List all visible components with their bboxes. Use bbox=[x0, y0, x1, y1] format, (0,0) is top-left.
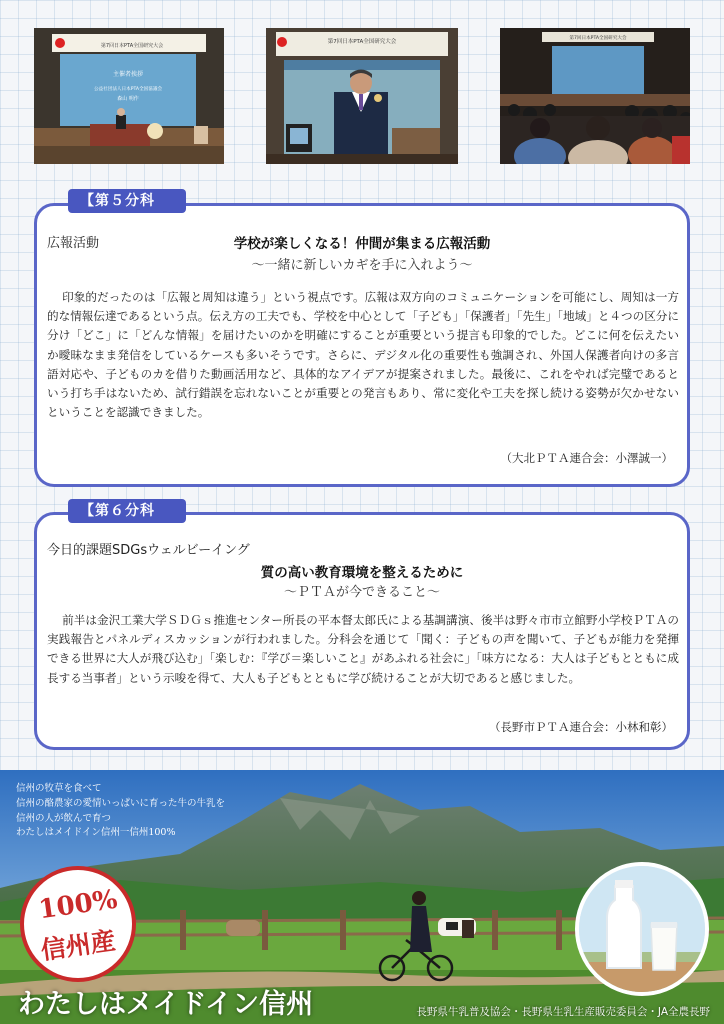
screen-name: 森山 明作 bbox=[117, 96, 139, 102]
banner-text: 第7回日本PTA全国研究大会 bbox=[100, 43, 164, 49]
milk-bottle-photo bbox=[575, 862, 709, 996]
ad-copy bbox=[16, 782, 225, 841]
ad-copy-line: わたしはメイドイン信州一信州100% bbox=[16, 827, 176, 839]
banner-text: 第7回日本PTA全国研究大会 bbox=[327, 39, 397, 45]
shinshu-100-stamp bbox=[20, 866, 136, 982]
stamp-100-text: 100% bbox=[36, 884, 120, 926]
ad-slogan: わたしはメイドイン信州 bbox=[18, 989, 314, 1020]
ad-copy-line: 信州の牧草を食べて bbox=[16, 783, 102, 794]
session5-body: 印象的だったのは「広報と周知は違う」という視点です。広報は双方向のコミュニケーションを可能にし、周知は一方的な情報伝達であるという点。伝え方の工夫でも、学校を中心として「子ども」「保護者」「先生」「地域」と４つの区分に分け「どこ」に「どんな情報」を届けたいのかを明確にすることが重要という提言も印象的でした。どこに何を伝えたいか曖昧なまま発信をしているケースも多いそうです。さらに、デジタル化の重要性も強調され、外国人保護者向けの多言語対応や、子どものカを借りた動画活用など、具体的なアイデアが提案されました。最後に、これをやれば完璧であるという打ち手はないため、試行錯誤を忘れないことが重要との発言もあり、常に変化や工夫を探し続ける姿勢が欠かせないということを認識できました。 bbox=[47, 290, 679, 420]
session5-theme: 広報活動 bbox=[47, 236, 100, 251]
screen-title: 主催者挨拶 bbox=[112, 71, 144, 78]
session6-box bbox=[34, 512, 690, 750]
photo-speaker-on-screen bbox=[266, 28, 458, 164]
session6-subtitle: ～ＰＴＡが今できること～ bbox=[283, 585, 440, 600]
photo-opening-address bbox=[34, 28, 224, 164]
session6-tag: 【第６分科会】 bbox=[68, 499, 186, 523]
session6-title: 質の高い教育環境を整えるために bbox=[260, 565, 464, 581]
banner-text: 第7回日本PTA全国研究大会 bbox=[569, 36, 627, 41]
stamp-name-text: 信州産 bbox=[39, 925, 118, 966]
session6-theme: 今日的課題SDGsウェルビーイング bbox=[47, 543, 250, 558]
session6-author: （長野市ＰＴＡ連合会：小林和彰） bbox=[489, 720, 673, 734]
ad-copy-line: 信州の人が飲んで育つ bbox=[16, 812, 112, 824]
session5-tag: 【第５分科会】 bbox=[68, 189, 186, 213]
session5-author: （大北ＰＴＡ連合会：小澤誠一） bbox=[500, 451, 673, 465]
session5-subtitle: ～一緒に新しいカギを手に入れよう～ bbox=[251, 258, 473, 273]
session5-title: 学校が楽しくなる！仲間が集まる広報活動 bbox=[233, 236, 491, 252]
screen-org: 公益社団法人日本PTA全国協議会 bbox=[93, 87, 163, 92]
ad-credit: 長野県牛乳普及協会・長野県生乳生産販売委員会・JA全農長野 bbox=[416, 1006, 710, 1018]
session5-box bbox=[34, 203, 690, 487]
session6-body: 前半は金沢工業大学ＳＤＧｓ推進センター所長の平本督太郎氏による基調講演、後半は野々市市立館野小学校ＰＴＡの実践報告とパネルディスカッションが行われました。分科会を通じて「聞く：子どもの声を聞いて、子どもが能力を発揮できる世界に大人が飛び込む」「楽しむ：『学び＝楽しいこと』があふれる社会に」「味方になる：大人は子どもとともに成長する当事者」という示唆を得て、大人も子どもとともに学び続けることが大切であると感じました。 bbox=[47, 613, 679, 685]
ad-copy-line: 信州の酪農家の愛情いっぱいに育った牛の牛乳を bbox=[16, 797, 226, 809]
photo-audience-hall bbox=[500, 28, 690, 164]
